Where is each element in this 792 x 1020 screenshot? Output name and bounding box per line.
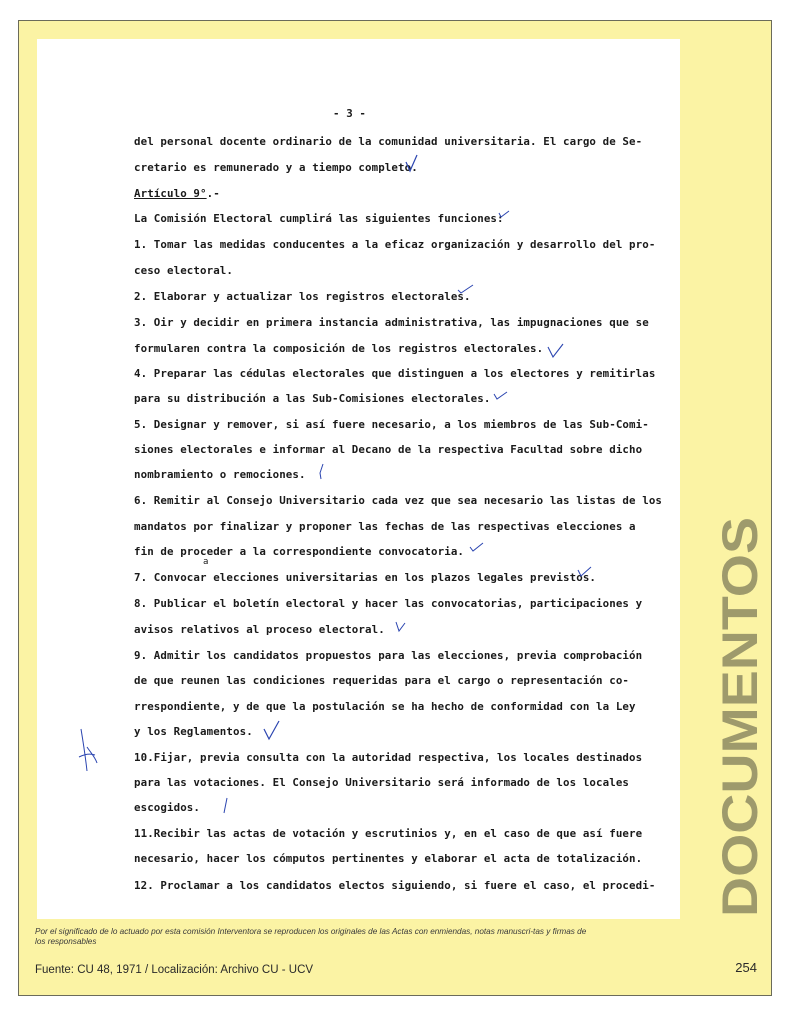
list-item-line: 3. Oir y decidir en primera instancia administrativa, las impugnaciones que se [134,316,649,329]
list-item-line: necesario, hacer los cómputos pertinentes y elaborar el acta de totalización. [134,852,643,865]
article-heading-text: Artículo 9° [134,187,207,200]
list-item-line: 1. Tomar las medidas conducentes a la eficaz organización y desarrollo del pro- [134,238,656,251]
list-item-line: y los Reglamentos. [134,725,253,738]
check-mark-icon [221,797,231,815]
list-item-line: 9. Admitir los candidatos propuestos para las elecciones, previa comprobación [134,649,643,662]
list-item-line: 7. Convocar elecciones universitarias en los plazos legales previstos. [134,571,597,584]
check-mark-icon [395,619,407,633]
list-item-line: mandatos por finalizar y proponer las fechas de las respectivas elecciones a [134,520,636,533]
list-item-line: 11.Recibir las actas de votación y escrutinios y, en el caso de que así fuere [134,827,643,840]
list-item-line: formularen contra la composición de los registros electorales. [134,342,544,355]
check-mark-icon [493,389,509,401]
list-item-line: siones electorales e informar al Decano de la respectiva Facultad sobre dicho [134,443,643,456]
lead-line: La Comisión Electoral cumplirá las siguientes funciones: [134,212,504,225]
list-item-line: escogidos. [134,801,201,814]
article-heading [134,187,220,200]
check-mark-icon [457,283,475,295]
side-title [709,503,769,923]
check-mark-icon [547,341,565,359]
check-mark-icon [405,154,419,174]
list-item-line: 6. Remitir al Consejo Universitario cada vez que sea necesario las listas de los [134,494,663,507]
list-item-line: 12. Proclamar a los candidatos electos siguiendo, si fuere el caso, el procedi- [134,879,656,892]
list-item-line: 10.Fijar, previa consulta con la autoridad respectiva, los locales destinados [134,751,643,764]
check-mark-icon [577,565,593,579]
margin-signature-icon [77,727,99,775]
page-marker: - 3 - [333,107,367,120]
list-item-line: 4. Preparar las cédulas electorales que distinguen a los electores y remitirlas [134,367,656,380]
check-mark-icon [317,463,327,481]
article-heading-suffix: .- [206,187,220,200]
intro-line: cretario es remunerado y a tiempo completo. [134,161,418,174]
handwritten-insert: a [203,557,209,567]
check-mark-icon [263,719,281,741]
list-item-line: ceso electoral. [134,264,234,277]
list-item-line: para su distribución a las Sub-Comisiones electorales. [134,392,491,405]
side-title-text: DOCUMENTOS [712,556,768,917]
list-item-line: 5. Designar y remover, si así fuere necesario, a los miembros de las Sub-Comi- [134,418,649,431]
page-frame [18,20,772,996]
document-sheet [37,39,680,919]
figure-caption: Por el significado de lo actuado por esta comisión Interventora se reproducen los originales de las Actas con enmiendas, notas manuscri-tas y firmas de los responsables [35,927,587,946]
list-item-line: 2. Elaborar y actualizar los registros electorales. [134,290,471,303]
list-item-line: para las votaciones. El Consejo Universitario será informado de los locales [134,776,630,789]
page-number: 254 [735,960,757,975]
list-item-line: nombramiento o remociones. [134,468,306,481]
check-mark-icon [469,541,485,553]
side-title-graphic [709,503,769,923]
list-item-line: rrespondiente, y de que la postulación se ha hecho de conformidad con la Ley [134,700,636,713]
intro-line: del personal docente ordinario de la comunidad universitaria. El cargo de Se- [134,135,643,148]
list-item-line: de que reunen las condiciones requeridas para el cargo o representación co- [134,674,630,687]
source-note: Fuente: CU 48, 1971 / Localización: Archivo CU - UCV [35,964,314,976]
check-mark-icon [497,209,511,219]
list-item-line: 8. Publicar el boletín electoral y hacer las convocatorias, participaciones y [134,597,643,610]
list-item-line: avisos relativos al proceso electoral. [134,623,385,636]
list-item-line: fin de proceder a la correspondiente convocatoria. [134,545,465,558]
